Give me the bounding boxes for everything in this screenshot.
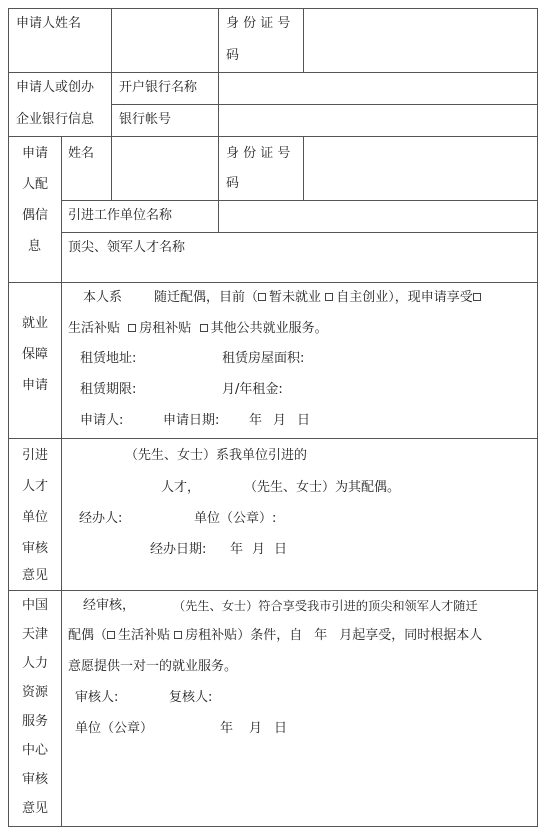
- applicant-name-label: 申请人姓名: [16, 16, 82, 31]
- grid-line: [8, 8, 9, 827]
- grid-line: [61, 282, 62, 827]
- spouse-status-text: 随迁配偶，目前（: [154, 290, 259, 305]
- bank-name-label: 开户银行名称: [119, 80, 198, 95]
- grid-line: [8, 282, 538, 283]
- handle-year-label: 年: [230, 542, 244, 557]
- grid-line: [537, 8, 538, 827]
- bank-name-field[interactable]: [219, 73, 536, 103]
- center-review-line-2: [68, 628, 482, 644]
- employment-line-1: [83, 290, 484, 306]
- center-review-label: 人力: [22, 656, 49, 671]
- bank-account-label: 银行帐号: [119, 112, 172, 127]
- self-statement: 本人系: [83, 290, 123, 305]
- unit-review-spouse: （先生、女士）为其配偶。: [244, 480, 401, 495]
- self-employed-option: 自主创业: [336, 290, 389, 305]
- reviewer-label: 审核人:: [75, 690, 119, 705]
- spouse-id-field[interactable]: [304, 137, 536, 199]
- handle-date-label: 经办日期:: [150, 542, 207, 557]
- living-subsidy-option: 生活补贴: [118, 628, 171, 643]
- apply-day-label: 日: [297, 413, 311, 428]
- center-review-line-1: （先生、女士）符合享受我市引进的顶尖和领军人才随迁: [173, 599, 478, 613]
- grid-line: [61, 136, 62, 282]
- applicant-signature-label: 申请人:: [80, 413, 124, 428]
- unit-review-label: 人才: [22, 479, 49, 494]
- talent-name-field[interactable]: [219, 233, 536, 281]
- lease-area-label: 租赁房屋面积:: [222, 351, 305, 366]
- rechecker-label: 复核人:: [169, 690, 213, 705]
- center-review-label: 资源: [22, 685, 49, 700]
- applicant-name-field[interactable]: [112, 9, 217, 71]
- grid-line: [218, 8, 219, 72]
- apply-month-label: 月: [273, 413, 287, 428]
- lease-address-label: 租赁地址:: [80, 351, 137, 366]
- center-review-label: 天津: [22, 627, 49, 642]
- apply-year-label: 年: [249, 413, 263, 428]
- applicant-id-field[interactable]: [304, 9, 536, 71]
- unit-review-line-1: （先生、女士）系我单位引进的: [125, 448, 308, 463]
- spouse-prefix: 配偶（: [68, 628, 108, 643]
- applicant-id-label-2: 码: [226, 48, 240, 63]
- employment-line-2: [68, 321, 328, 337]
- center-review-label: 意见: [22, 801, 49, 816]
- employment-label: 申请: [22, 378, 49, 393]
- condition-text: ）条件，自: [237, 628, 303, 643]
- apply-date-label: 申请日期:: [163, 413, 220, 428]
- other-service-option: 其他公共就业服务。: [210, 321, 328, 336]
- employment-label: 就业: [22, 316, 49, 331]
- spouse-info-label: 息: [28, 239, 42, 254]
- handle-day-label: 日: [274, 542, 288, 557]
- rent-subsidy-option: 房租补贴: [185, 628, 238, 643]
- talent-name-label: 顶尖、领军人才名称: [68, 240, 186, 255]
- spouse-employer-label: 引进工作单位名称: [68, 208, 173, 223]
- grid-line: [8, 590, 538, 591]
- review-day-label: 日: [274, 721, 288, 736]
- handle-month-label: 月: [252, 542, 266, 557]
- grid-line: [111, 72, 112, 136]
- other-service-checkbox[interactable]: [200, 324, 208, 332]
- center-seal-label: 单位（公章）: [75, 721, 154, 736]
- monthly-rent-label: 月/年租金:: [222, 382, 283, 397]
- center-review-label: 服务: [22, 714, 49, 729]
- center-review-label: 审核: [22, 772, 49, 787]
- spouse-info-label: 申请: [22, 146, 49, 161]
- spouse-name-field[interactable]: [112, 137, 217, 199]
- spouse-id-label: 身 份 证 号: [226, 146, 291, 161]
- unit-review-label: 引进: [22, 448, 49, 463]
- rent-subsidy-option: 房租补贴: [139, 321, 192, 336]
- spouse-employer-field[interactable]: [219, 201, 536, 231]
- unemployed-checkbox[interactable]: [258, 293, 266, 301]
- spouse-info-label: 人配: [22, 177, 49, 192]
- bank-info-label: 申请人或创办: [16, 80, 95, 95]
- spouse-info-label: 偶信: [22, 208, 49, 223]
- center-review-label: 中国: [22, 598, 49, 613]
- unit-review-label: 单位: [22, 510, 49, 525]
- review-month-label: 月: [249, 721, 263, 736]
- start-month-text: 月起享受，同时根据本人: [339, 628, 483, 643]
- bank-account-field[interactable]: [219, 105, 536, 135]
- unit-review-label: 审核: [22, 541, 49, 556]
- unit-review-label: 意见: [22, 568, 49, 583]
- handler-label: 经办人:: [79, 511, 123, 526]
- rent-subsidy-checkbox[interactable]: [174, 631, 182, 639]
- unit-seal-label: 单位（公章）:: [194, 511, 277, 526]
- center-review-line-3: 意愿提供一对一的就业服务。: [68, 659, 238, 674]
- rent-subsidy-checkbox[interactable]: [128, 324, 136, 332]
- spouse-id-label-2: 码: [226, 176, 240, 191]
- living-subsidy-option: 生活补贴: [68, 321, 121, 336]
- center-review-label: 中心: [22, 743, 49, 758]
- benefit-checkbox[interactable]: [473, 293, 481, 301]
- unemployed-option: 暂未就业: [269, 290, 322, 305]
- applicant-id-label: 身 份 证 号: [226, 16, 291, 31]
- employment-label: 保障: [22, 347, 49, 362]
- self-employed-checkbox[interactable]: [325, 293, 333, 301]
- living-subsidy-checkbox[interactable]: [107, 631, 115, 639]
- grid-line: [8, 826, 538, 827]
- grid-line: [8, 438, 538, 439]
- review-year-label: 年: [220, 721, 234, 736]
- unit-review-talent: 人才，: [161, 480, 201, 495]
- center-review-intro: 经审核，: [83, 598, 136, 613]
- lease-period-label: 租赁期限:: [80, 382, 137, 397]
- bank-info-label-2: 企业银行信息: [16, 112, 95, 127]
- apply-text: ），现申请享受: [388, 290, 473, 305]
- start-year-label: 年: [314, 628, 328, 643]
- spouse-name-label: 姓名: [68, 146, 95, 161]
